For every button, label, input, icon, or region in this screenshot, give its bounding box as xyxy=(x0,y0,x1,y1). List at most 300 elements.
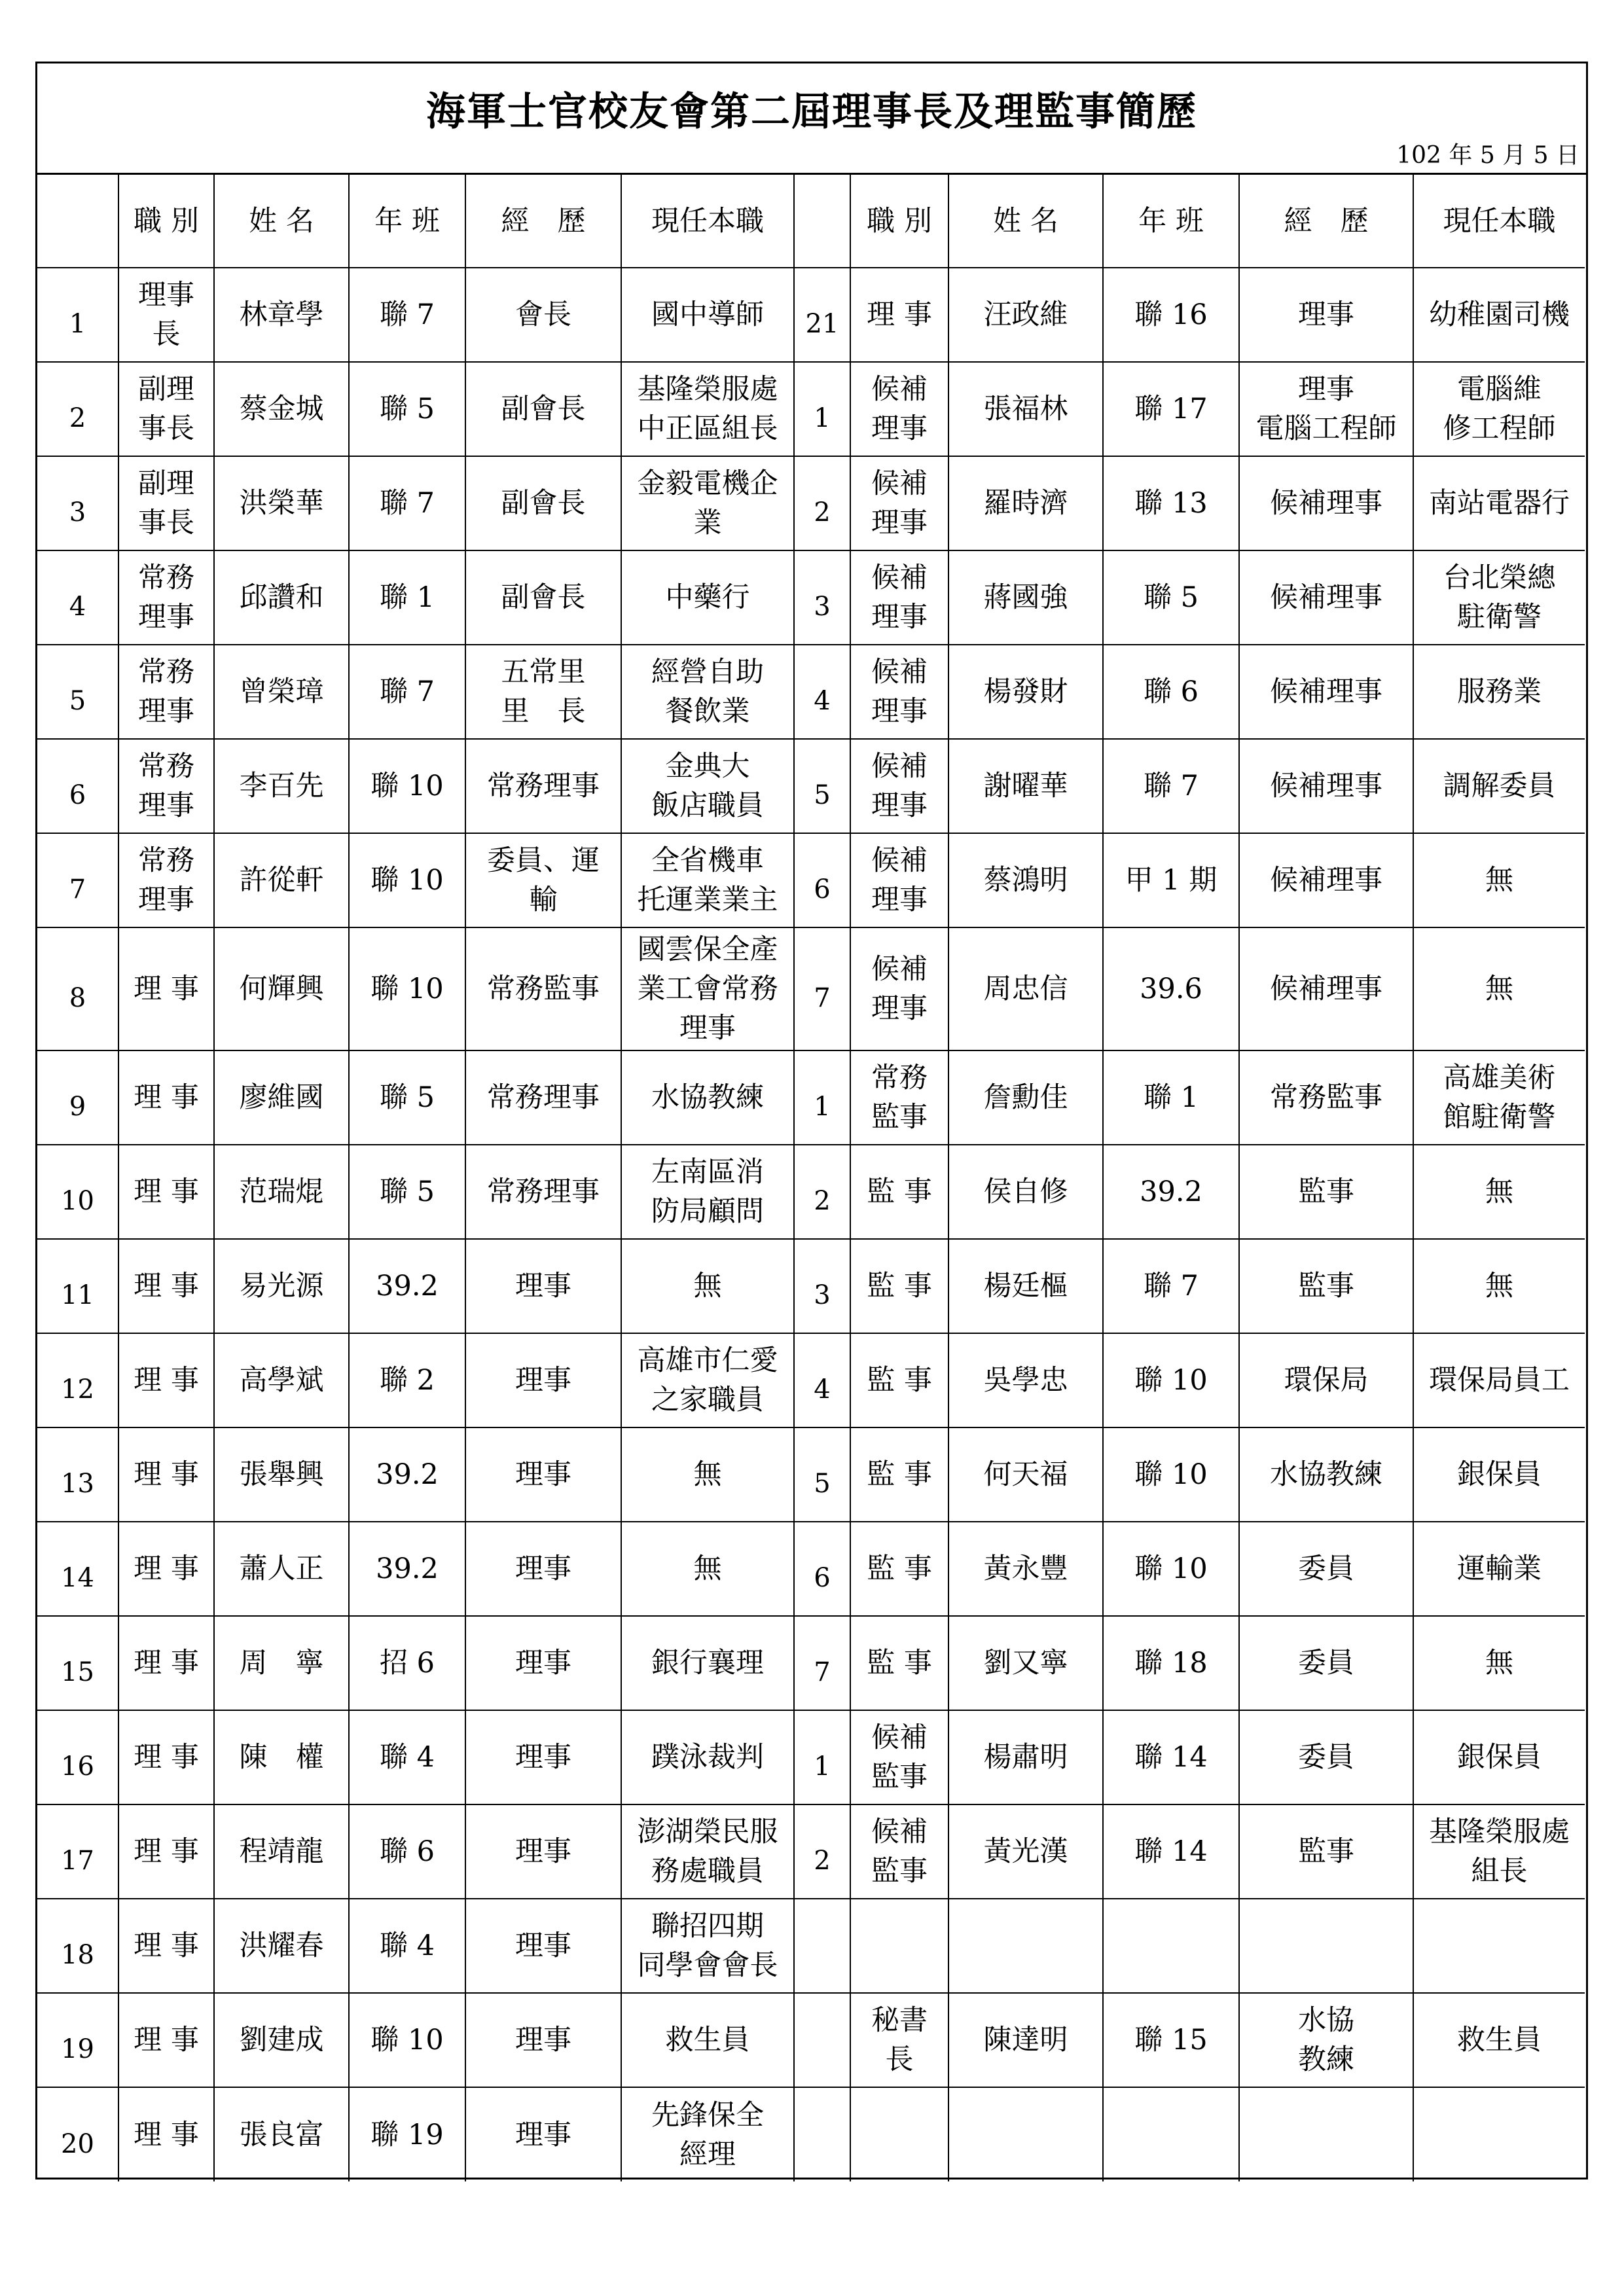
member-experience-right xyxy=(1239,1804,1413,1899)
member-role-text: 秘書 長 xyxy=(871,2004,928,2076)
member-number-text: 2 xyxy=(69,403,86,433)
member-name-text: 許從軒 xyxy=(239,864,324,897)
member-name-right xyxy=(948,833,1103,927)
header-row xyxy=(37,175,1585,268)
member-number-right xyxy=(794,1522,850,1616)
member-number-left xyxy=(37,1710,118,1804)
table-row xyxy=(37,1050,1585,1145)
member-name-right xyxy=(948,1427,1103,1522)
member-role-right xyxy=(850,927,948,1050)
member-current-job-text: 國中導師 xyxy=(651,298,764,331)
member-experience-text: 常務理事 xyxy=(487,1175,600,1208)
member-class-right xyxy=(1103,550,1239,645)
table-row xyxy=(37,1427,1585,1522)
member-number-text: 2 xyxy=(814,1846,831,1876)
member-role-text: 候補 理事 xyxy=(871,750,928,822)
member-current-job-left xyxy=(621,550,794,645)
member-role-text: 理 事 xyxy=(134,2118,199,2151)
member-name-right xyxy=(948,645,1103,739)
member-number-text: 3 xyxy=(814,592,831,622)
member-name-left xyxy=(214,268,349,362)
member-name-text: 范瑞焜 xyxy=(239,1175,324,1208)
member-current-job-text: 無 xyxy=(693,1270,722,1302)
member-number-right xyxy=(794,1239,850,1333)
member-experience-text: 候補理事 xyxy=(1270,581,1382,614)
member-role-text: 理 事 xyxy=(134,973,199,1005)
member-current-job-left xyxy=(621,1993,794,2087)
member-class-left xyxy=(349,362,465,456)
member-experience-right xyxy=(1239,1993,1413,2087)
member-experience-right xyxy=(1239,833,1413,927)
member-class-right xyxy=(1103,1710,1239,1804)
table-row xyxy=(37,1804,1585,1899)
member-number-left xyxy=(37,550,118,645)
member-current-job-text: 救生員 xyxy=(665,2024,750,2056)
member-name-right xyxy=(948,550,1103,645)
member-class-text: 聯 16 xyxy=(1134,298,1208,331)
member-current-job-text: 經營自助 餐飲業 xyxy=(651,656,764,728)
member-number-text: 5 xyxy=(69,686,86,716)
member-number-left xyxy=(37,833,118,927)
member-current-job-text: 高雄市仁愛 之家職員 xyxy=(637,1344,778,1416)
member-role-text: 監 事 xyxy=(867,1175,932,1208)
member-class-text: 聯 5 xyxy=(379,1081,435,1114)
member-name-left xyxy=(214,739,349,833)
member-experience-right xyxy=(1239,739,1413,833)
member-role-left xyxy=(118,2087,214,2181)
member-experience-text: 理事 xyxy=(515,1835,571,1868)
member-number-right xyxy=(794,456,850,550)
member-number-left xyxy=(37,1239,118,1333)
member-number-right xyxy=(794,833,850,927)
member-experience-text: 理事 xyxy=(515,1364,571,1397)
member-role-text: 理 事 xyxy=(134,1364,199,1397)
member-experience-left xyxy=(465,1522,621,1616)
member-number-left xyxy=(37,2087,118,2181)
member-role-left xyxy=(118,1616,214,1710)
member-role-left xyxy=(118,1710,214,1804)
member-class-right xyxy=(1103,1239,1239,1333)
member-name-left xyxy=(214,833,349,927)
member-current-job-left xyxy=(621,362,794,456)
member-role-text: 候補 理事 xyxy=(871,953,928,1025)
member-class-text: 聯 6 xyxy=(1143,675,1199,708)
member-role-left xyxy=(118,1333,214,1427)
member-name-right xyxy=(948,456,1103,550)
member-class-left xyxy=(349,456,465,550)
member-number-left xyxy=(37,645,118,739)
member-name-right xyxy=(948,1522,1103,1616)
member-role-text: 常務 理事 xyxy=(138,562,194,634)
member-current-job-right xyxy=(1413,1427,1585,1522)
member-experience-right xyxy=(1239,1710,1413,1804)
member-experience-right xyxy=(1239,1522,1413,1616)
member-experience-text: 常務理事 xyxy=(487,770,600,802)
member-role-right xyxy=(850,1145,948,1239)
member-current-job-text: 調解委員 xyxy=(1443,770,1556,802)
member-class-text: 聯 10 xyxy=(1134,1552,1208,1585)
member-role-right xyxy=(850,1522,948,1616)
member-class-left xyxy=(349,1239,465,1333)
member-role-text: 理 事 xyxy=(134,1175,199,1208)
table-row xyxy=(37,362,1585,456)
member-experience-text: 理事 xyxy=(515,2118,571,2151)
member-name-left xyxy=(214,1522,349,1616)
member-current-job-text: 水協教練 xyxy=(651,1081,764,1114)
member-current-job-left xyxy=(621,1145,794,1239)
member-number-right xyxy=(794,927,850,1050)
member-role-right xyxy=(850,1710,948,1804)
table-row xyxy=(37,1710,1585,1804)
member-current-job-left xyxy=(621,456,794,550)
member-experience-text: 候補理事 xyxy=(1270,770,1382,802)
member-current-job-right xyxy=(1413,1616,1585,1710)
member-experience-left xyxy=(465,927,621,1050)
member-experience-left xyxy=(465,1145,621,1239)
member-name-left xyxy=(214,1710,349,1804)
member-class-text: 聯 7 xyxy=(379,487,435,520)
member-experience-left xyxy=(465,739,621,833)
member-current-job-right xyxy=(1413,1239,1585,1333)
table-row xyxy=(37,1899,1585,1993)
member-current-job-right xyxy=(1413,645,1585,739)
member-experience-left xyxy=(465,1239,621,1333)
member-number-text: 5 xyxy=(814,780,831,810)
member-current-job-text: 無 xyxy=(693,1458,722,1491)
member-number-text: 16 xyxy=(61,1751,94,1782)
member-experience-right xyxy=(1239,456,1413,550)
member-current-job-text: 金典大 飯店職員 xyxy=(651,750,764,822)
member-current-job-text: 銀行襄理 xyxy=(651,1647,764,1679)
member-class-text: 39.2 xyxy=(1140,1175,1202,1208)
member-class-text: 聯 7 xyxy=(379,675,435,708)
member-class-text: 聯 19 xyxy=(370,2118,444,2151)
member-name-text: 高學斌 xyxy=(239,1364,324,1397)
member-current-job-right xyxy=(1413,1710,1585,1804)
member-experience-text: 理事 xyxy=(515,1929,571,1962)
member-class-text: 聯 10 xyxy=(370,973,444,1005)
member-role-right xyxy=(850,833,948,927)
member-number-right xyxy=(794,362,850,456)
member-current-job-right xyxy=(1413,1050,1585,1145)
member-class-left xyxy=(349,1993,465,2087)
member-experience-right xyxy=(1239,645,1413,739)
roster-sheet xyxy=(35,62,1588,2179)
member-experience-right xyxy=(1239,362,1413,456)
member-experience-left xyxy=(465,268,621,362)
member-experience-text: 監事 xyxy=(1298,1270,1354,1302)
member-number-left xyxy=(37,1050,118,1145)
member-current-job-right xyxy=(1413,456,1585,550)
member-number-text: 17 xyxy=(61,1846,94,1876)
member-role-text: 監 事 xyxy=(867,1552,932,1585)
member-role-right xyxy=(850,1899,948,1993)
member-role-left xyxy=(118,1145,214,1239)
member-name-text: 周 寧 xyxy=(239,1647,324,1679)
member-role-text: 監 事 xyxy=(867,1364,932,1397)
member-name-text: 蔡鴻明 xyxy=(983,864,1068,897)
member-class-text: 聯 7 xyxy=(1143,1270,1199,1302)
member-current-job-text: 環保局員工 xyxy=(1429,1364,1570,1397)
member-class-left xyxy=(349,739,465,833)
member-experience-text: 委員 xyxy=(1298,1552,1354,1585)
member-number-text: 4 xyxy=(814,1374,831,1405)
table-row xyxy=(37,1522,1585,1616)
member-current-job-left xyxy=(621,1710,794,1804)
header-number-right xyxy=(794,175,850,268)
member-current-job-right xyxy=(1413,833,1585,927)
table-row xyxy=(37,456,1585,550)
member-class-right xyxy=(1103,1616,1239,1710)
member-class-left xyxy=(349,268,465,362)
member-class-right xyxy=(1103,1333,1239,1427)
member-current-job-right xyxy=(1413,1522,1585,1616)
table-row xyxy=(37,645,1585,739)
member-name-text: 李百先 xyxy=(239,770,324,802)
member-current-job-left xyxy=(621,1427,794,1522)
member-current-job-left xyxy=(621,1616,794,1710)
member-name-text: 陳 權 xyxy=(239,1741,324,1774)
member-number-right xyxy=(794,1710,850,1804)
member-role-left xyxy=(118,1050,214,1145)
member-number-right xyxy=(794,1899,850,1993)
member-number-text: 10 xyxy=(61,1186,94,1216)
member-class-left xyxy=(349,1427,465,1522)
member-role-text: 常務 理事 xyxy=(138,656,194,728)
member-experience-text: 副會長 xyxy=(501,393,586,425)
member-class-left xyxy=(349,927,465,1050)
member-class-text: 聯 10 xyxy=(1134,1458,1208,1491)
member-class-text: 39.2 xyxy=(376,1552,439,1585)
member-name-text: 曾榮璋 xyxy=(239,675,324,708)
member-name-left xyxy=(214,927,349,1050)
member-current-job-left xyxy=(621,927,794,1050)
member-current-job-text: 無 xyxy=(1485,1175,1513,1208)
member-class-right xyxy=(1103,268,1239,362)
member-class-left xyxy=(349,1522,465,1616)
member-role-text: 理 事 xyxy=(134,1270,199,1302)
member-class-text: 聯 1 xyxy=(379,581,435,614)
member-current-job-left xyxy=(621,1522,794,1616)
member-name-right xyxy=(948,1050,1103,1145)
member-experience-text: 理事 xyxy=(1298,298,1354,331)
member-role-text: 候補 理事 xyxy=(871,373,928,445)
member-experience-text: 理事 xyxy=(515,1741,571,1774)
member-role-text: 理 事 xyxy=(134,1552,199,1585)
member-current-job-left xyxy=(621,1804,794,1899)
member-current-job-right xyxy=(1413,1804,1585,1899)
member-role-text: 監 事 xyxy=(867,1458,932,1491)
member-name-left xyxy=(214,1804,349,1899)
member-experience-text: 水協教練 xyxy=(1270,1458,1382,1491)
member-number-right xyxy=(794,1993,850,2087)
member-class-text: 聯 1 xyxy=(1143,1081,1199,1114)
member-role-text: 理 事 xyxy=(867,298,932,331)
table-row xyxy=(37,1333,1585,1427)
member-experience-right xyxy=(1239,1239,1413,1333)
member-experience-left xyxy=(465,1333,621,1427)
member-role-left xyxy=(118,1899,214,1993)
member-name-text: 張良富 xyxy=(239,2118,324,2151)
member-role-right xyxy=(850,645,948,739)
member-number-left xyxy=(37,1522,118,1616)
member-current-job-right xyxy=(1413,739,1585,833)
header-name: 姓 名 xyxy=(214,175,349,268)
member-name-left xyxy=(214,2087,349,2181)
member-class-text: 39.2 xyxy=(376,1270,439,1302)
member-number-text: 6 xyxy=(69,780,86,810)
member-number-text: 1 xyxy=(814,1092,831,1122)
header-role: 職 別 xyxy=(118,175,214,268)
member-number-text: 1 xyxy=(814,1751,831,1782)
member-experience-text: 候補理事 xyxy=(1270,864,1382,897)
member-experience-left xyxy=(465,833,621,927)
member-name-left xyxy=(214,1145,349,1239)
member-role-right xyxy=(850,1239,948,1333)
member-name-text: 程靖龍 xyxy=(239,1835,324,1868)
member-class-text: 聯 7 xyxy=(379,298,435,331)
member-role-left xyxy=(118,1993,214,2087)
member-number-text: 7 xyxy=(814,983,831,1013)
member-name-text: 黃光漢 xyxy=(983,1835,1068,1868)
member-current-job-text: 無 xyxy=(1485,973,1513,1005)
member-current-job-left xyxy=(621,268,794,362)
member-experience-text: 理事 xyxy=(515,1647,571,1679)
member-role-right xyxy=(850,1993,948,2087)
member-role-text: 候補 理事 xyxy=(871,467,928,539)
member-name-right xyxy=(948,1804,1103,1899)
member-number-right xyxy=(794,1427,850,1522)
member-experience-text: 候補理事 xyxy=(1270,973,1382,1005)
member-role-left xyxy=(118,550,214,645)
member-current-job-text: 澎湖榮民服 務處職員 xyxy=(637,1816,778,1888)
member-class-right xyxy=(1103,645,1239,739)
member-number-text: 1 xyxy=(814,403,831,433)
member-class-right xyxy=(1103,1522,1239,1616)
member-name-left xyxy=(214,550,349,645)
member-class-right xyxy=(1103,1427,1239,1522)
member-class-text: 聯 13 xyxy=(1134,487,1208,520)
member-class-right xyxy=(1103,456,1239,550)
member-role-text: 副理 事長 xyxy=(138,467,194,539)
member-name-text: 楊肅明 xyxy=(983,1741,1068,1774)
member-class-right xyxy=(1103,2087,1239,2181)
member-role-left xyxy=(118,1522,214,1616)
member-class-right xyxy=(1103,1899,1239,1993)
member-experience-text: 常務監事 xyxy=(1270,1081,1382,1114)
member-experience-right xyxy=(1239,1145,1413,1239)
member-number-text: 15 xyxy=(61,1657,94,1687)
member-current-job-left xyxy=(621,1333,794,1427)
member-number-left xyxy=(37,1427,118,1522)
table-row xyxy=(37,2087,1585,2181)
member-number-text: 1 xyxy=(69,309,86,339)
table-row xyxy=(37,1616,1585,1710)
member-class-right xyxy=(1103,1993,1239,2087)
member-role-text: 候補 監事 xyxy=(871,1816,928,1888)
member-class-text: 聯 7 xyxy=(1143,770,1199,802)
member-role-text: 監 事 xyxy=(867,1270,932,1302)
member-number-text: 3 xyxy=(69,497,86,528)
table-row xyxy=(37,927,1585,1050)
member-name-text: 侯自修 xyxy=(983,1175,1068,1208)
member-role-text: 理 事 xyxy=(134,2024,199,2056)
member-number-left xyxy=(37,362,118,456)
member-experience-text: 副會長 xyxy=(501,487,586,520)
member-current-job-left xyxy=(621,645,794,739)
member-name-text: 洪榮華 xyxy=(239,487,324,520)
member-role-text: 理 事 xyxy=(134,1458,199,1491)
table-row xyxy=(37,268,1585,362)
header-name-right: 姓 名 xyxy=(948,175,1103,268)
member-number-left xyxy=(37,1804,118,1899)
member-role-left xyxy=(118,268,214,362)
member-name-left xyxy=(214,1427,349,1522)
member-name-left xyxy=(214,1616,349,1710)
member-experience-left xyxy=(465,2087,621,2181)
member-role-right xyxy=(850,268,948,362)
member-number-text: 3 xyxy=(814,1280,831,1310)
member-experience-right xyxy=(1239,1899,1413,1993)
member-experience-text: 候補理事 xyxy=(1270,487,1382,520)
member-name-left xyxy=(214,1050,349,1145)
member-experience-text: 常務理事 xyxy=(487,1081,600,1114)
member-number-right xyxy=(794,1333,850,1427)
table-row xyxy=(37,1239,1585,1333)
member-number-left xyxy=(37,739,118,833)
member-role-text: 候補 理事 xyxy=(871,844,928,916)
member-name-text: 張舉興 xyxy=(239,1458,324,1491)
member-number-text: 7 xyxy=(814,1657,831,1687)
document-date: 102 年 5 月 5 日 xyxy=(1396,142,1579,169)
member-current-job-right xyxy=(1413,1145,1585,1239)
member-current-job-text: 高雄美術 館駐衛警 xyxy=(1443,1062,1556,1134)
page-title: 海軍士官校友會第二屆理事長及理監事簡歷 xyxy=(426,89,1197,135)
member-name-text: 楊廷樞 xyxy=(983,1270,1068,1302)
member-class-text: 招 6 xyxy=(379,1647,435,1679)
member-name-text: 何天福 xyxy=(983,1458,1068,1491)
header-role-right: 職 別 xyxy=(850,175,948,268)
member-class-text: 聯 15 xyxy=(1134,2024,1208,2056)
member-name-text: 林章學 xyxy=(239,298,324,331)
member-experience-text: 環保局 xyxy=(1284,1364,1369,1397)
member-class-text: 聯 5 xyxy=(379,1175,435,1208)
member-name-text: 廖維國 xyxy=(239,1081,324,1114)
member-name-text: 劉又寧 xyxy=(983,1647,1068,1679)
member-class-text: 聯 2 xyxy=(379,1364,435,1397)
member-experience-text: 監事 xyxy=(1298,1175,1354,1208)
member-experience-text: 候補理事 xyxy=(1270,675,1382,708)
member-name-right xyxy=(948,1616,1103,1710)
member-class-left xyxy=(349,645,465,739)
member-class-text: 聯 5 xyxy=(379,393,435,425)
member-name-text: 詹勳佳 xyxy=(983,1081,1068,1114)
member-name-text: 洪耀春 xyxy=(239,1929,324,1962)
member-name-left xyxy=(214,456,349,550)
member-current-job-left xyxy=(621,1239,794,1333)
member-experience-left xyxy=(465,1427,621,1522)
member-number-right xyxy=(794,1050,850,1145)
member-role-text: 常務 理事 xyxy=(138,844,194,916)
member-class-left xyxy=(349,1710,465,1804)
member-current-job-text: 基隆榮服處 中正區組長 xyxy=(637,373,778,445)
member-current-job-text: 電腦維 修工程師 xyxy=(1443,373,1556,445)
member-current-job-text: 國雲保全產 業工會常務 理事 xyxy=(637,933,778,1045)
member-role-right xyxy=(850,1616,948,1710)
member-name-text: 謝曜華 xyxy=(983,770,1068,802)
member-current-job-text: 蹼泳裁判 xyxy=(651,1741,764,1774)
member-experience-left xyxy=(465,550,621,645)
